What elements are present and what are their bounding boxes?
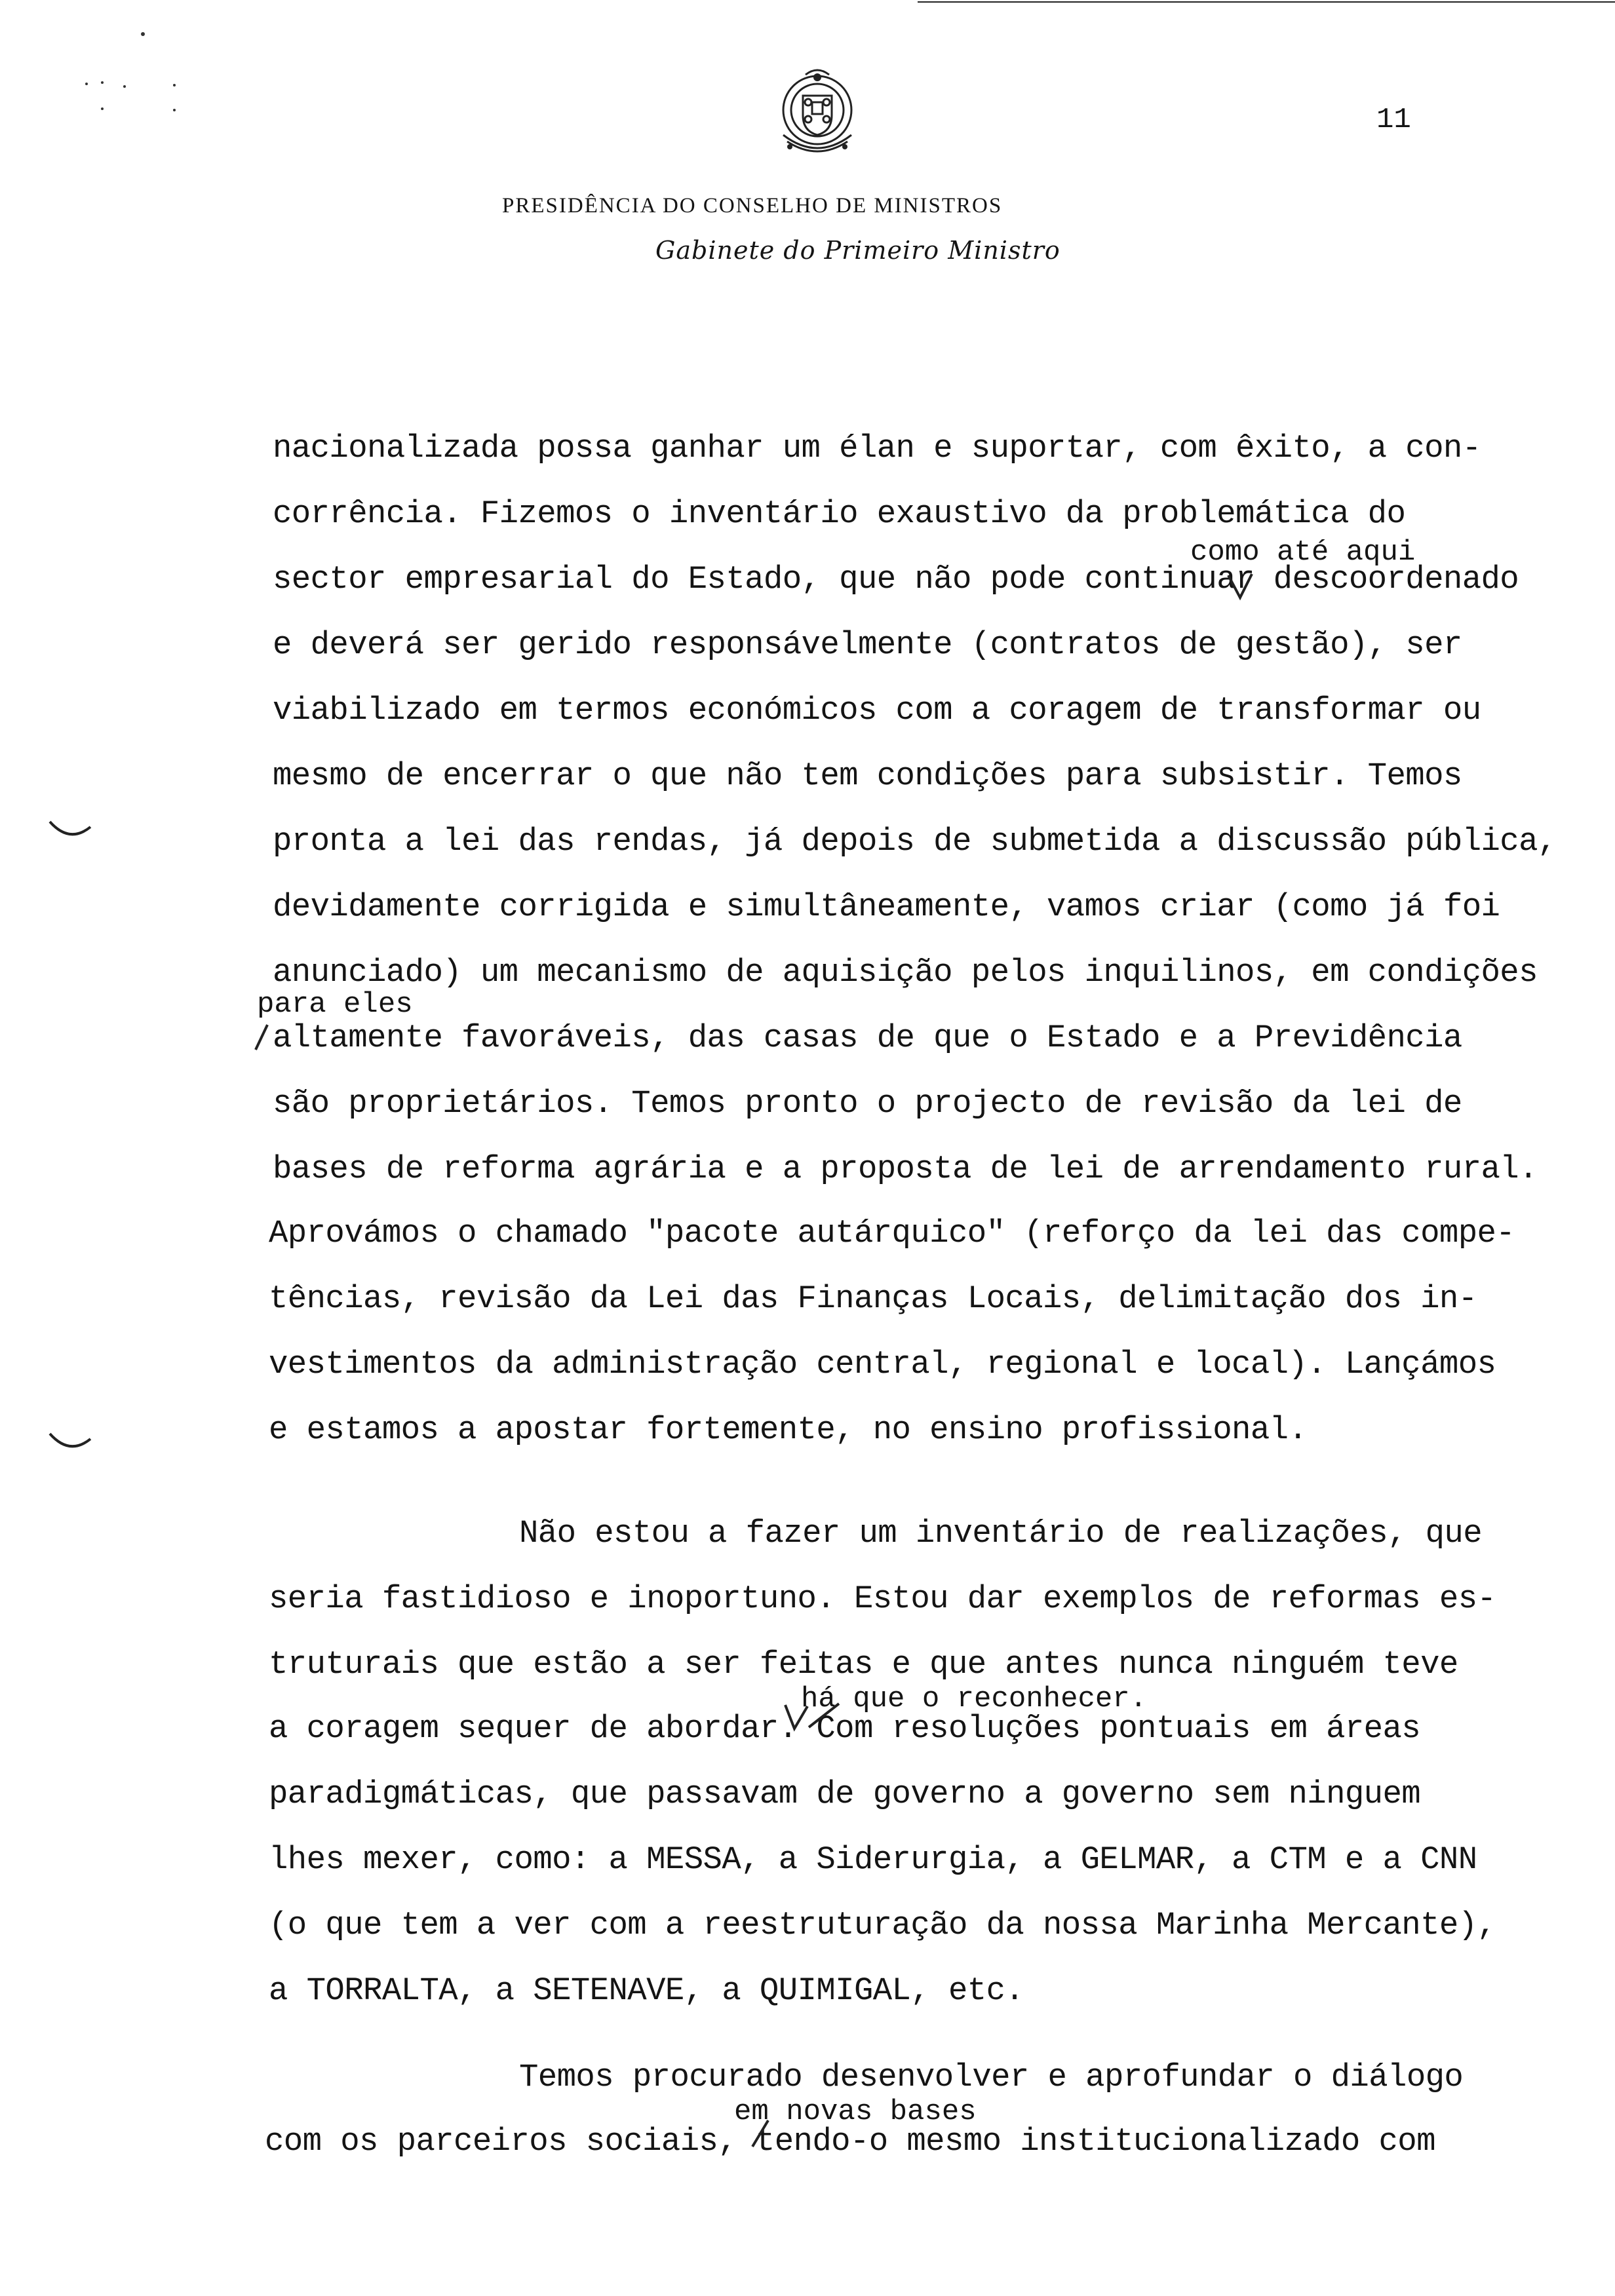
text-line: pronta a lei das rendas, já depois de submetida a discussão pública, (273, 823, 1557, 860)
text-line: a coragem sequer de abordar. Com resoluções pontuais em áreas (269, 1710, 1421, 1747)
text-line: lhes mexer, como: a MESSA, a Siderurgia, a GELMAR, a CTM e a CNN (269, 1841, 1477, 1878)
text-line: mesmo de encerrar o que não tem condições para subsistir. Temos (273, 757, 1462, 794)
text-line: seria fastidioso e inoportuno. Estou dar exemplos de reformas es- (269, 1580, 1496, 1617)
text-line: e deverá ser gerido responsávelmente (contratos de gestão), ser (273, 626, 1462, 663)
text-line: Temos procurado desenvolver e aprofundar o diálogo (519, 2059, 1464, 2095)
text-line: truturais que estão a ser feitas e que antes nunca ninguém teve (269, 1646, 1458, 1683)
text-line: a TORRALTA, a SETENAVE, a QUIMIGAL, etc. (269, 1972, 1024, 2009)
text-line: bases de reforma agrária e a proposta de lei de arrendamento rural. (273, 1151, 1538, 1187)
institution-title: PRESIDÊNCIA DO CONSELHO DE MINISTROS (502, 194, 1003, 218)
insertion-caret-icon (1226, 571, 1255, 602)
text-line: Aprovámos o chamado "pacote autárquico" (reforço da lei das compe- (269, 1215, 1515, 1252)
text-line: nacionalizada possa ganhar um élan e suportar, com êxito, a con- (273, 430, 1481, 467)
text-line: sector empresarial do Estado, que não pode continuar descoordenado (273, 561, 1519, 598)
top-border-line (918, 1, 1615, 3)
margin-dots (39, 26, 197, 131)
text-line: e estamos a apostar fortemente, no ensino profissional. (269, 1411, 1308, 1448)
text-line: altamente favoráveis, das casas de que o Estado e a Previdência (273, 1020, 1462, 1056)
text-line: Não estou a fazer um inventário de realizações, que (519, 1515, 1483, 1552)
text-line: (o que tem a ver com a reestruturação da nossa Marinha Mercante), (269, 1907, 1496, 1943)
text-line: paradigmáticas, que passavam de governo a governo sem ninguem (269, 1776, 1421, 1812)
text-line: corrência. Fizemos o inventário exaustivo da problemática do (273, 495, 1406, 532)
handwritten-insertion: há que o reconhecer. (801, 1683, 1148, 1715)
text-line: tências, revisão da Lei das Finanças Locais, delimitação dos in- (269, 1280, 1477, 1317)
text-line: são proprietários. Temos pronto o projecto de revisão da lei de (273, 1085, 1462, 1122)
margin-tick-mark (47, 1430, 94, 1453)
handwritten-insertion: para eles (257, 988, 413, 1021)
page-number: 11 (1376, 104, 1411, 136)
insertion-caret-icon (783, 1701, 844, 1732)
text-line: viabilizado em termos económicos com a coragem de transformar ou (273, 692, 1481, 729)
insertion-slash-icon (252, 1022, 271, 1052)
text-line: com os parceiros sociais, tendo-o mesmo institucionalizado com (265, 2123, 1435, 2160)
text-line: devidamente corrigida e simultâneamente, vamos criar (como já foi (273, 889, 1500, 925)
text-line: vestimentos da administração central, regional e local). Lançámos (269, 1346, 1496, 1383)
handwritten-insertion: em novas bases (734, 2095, 977, 2128)
text-line: anunciado) um mecanismo de aquisição pelos inquilinos, em condições (273, 954, 1538, 991)
coat-of-arms-icon (764, 63, 872, 168)
insertion-slash-icon (749, 2118, 772, 2149)
handwritten-insertion: como até aqui (1190, 536, 1416, 569)
office-subtitle: Gabinete do Primeiro Ministro (655, 236, 1060, 265)
margin-tick-mark (47, 818, 94, 841)
